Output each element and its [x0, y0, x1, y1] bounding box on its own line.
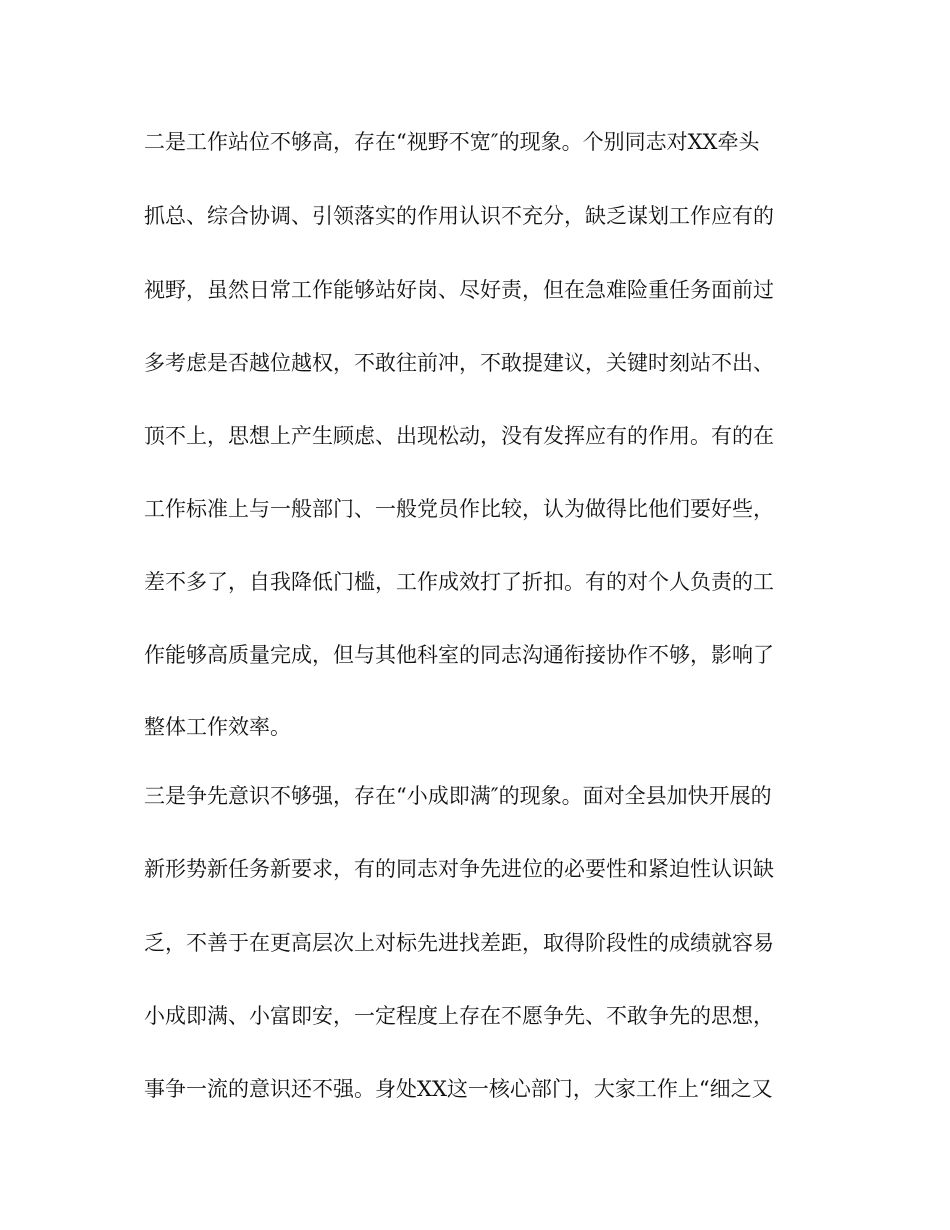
text-line: 顶不上，思想上产生顾虑、出现松动，没有发挥应有的作用。有的在	[144, 424, 774, 448]
text-line: 乏，不善于在更高层次上对标先进找差距，取得阶段性的成绩就容易	[144, 931, 774, 955]
text-line: 视野，虽然日常工作能够站好岗、尽好责，但在急难险重任务面前过	[144, 278, 774, 302]
text-line: 三是争先意识不够强，存在“小成即满″的现象。面对全县加快开展的	[144, 784, 772, 808]
text-line: 新形势新任务新要求，有的同志对争先进位的必要性和紧迫性认识缺	[144, 857, 774, 881]
text-line: 差不多了，自我降低门槛，工作成效打了折扣。有的对个人负责的工	[144, 570, 774, 594]
text-line: 小成即满、小富即安，一定程度上存在不愿争先、不敢争先的思想，	[144, 1004, 774, 1028]
text-line: 作能够高质量完成，但与其他科室的同志沟通衔接协作不够，影响了	[144, 643, 774, 667]
text-line: 事争一流的意识还不强。身处XX这一核心部门，大家工作上“细之又	[144, 1077, 773, 1101]
text-line: 抓总、综合协调、引领落实的作用认识不充分，缺乏谋划工作应有的	[144, 204, 774, 228]
text-line: 工作标准上与一般部门、一般党员作比较，认为做得比他们要好些，	[144, 497, 774, 521]
text-line: 二是工作站位不够高，存在“视野不宽″的现象。个别同志对XX牵头	[144, 130, 760, 154]
text-line: 整体工作效率。	[144, 715, 291, 739]
text-line: 多考虑是否越位越权，不敢往前冲，不敢提建议，关键时刻站不出、	[144, 351, 774, 375]
